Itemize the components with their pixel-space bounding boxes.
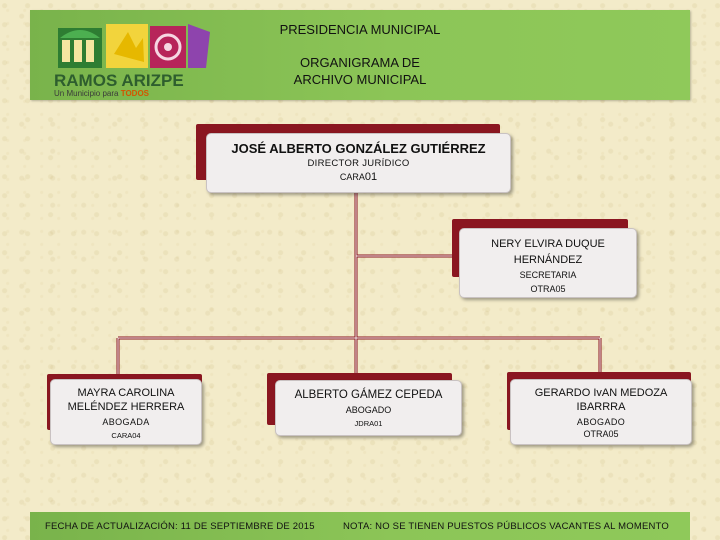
staff-right-name-line2: IBARRRA [576,401,626,413]
staff-left-name-line2: MELÉNDEZ HERRERA [67,401,185,413]
secretary-code: OTRA05 [530,284,566,294]
secretary-role: SECRETARIA [519,270,577,280]
footer-note: NOTA: NO SE TIENEN PUESTOS PÚBLICOS VACANTES AL MOMENTO [343,521,669,532]
director-card [206,133,511,193]
staff-right-name-line1: GERARDO IvAN MEDOZA [534,387,668,399]
director-code: CARA01 [339,171,378,183]
staff-card-right [510,379,692,445]
staff-left-code: CARA04 [111,431,141,440]
header-title: PRESIDENCIA MUNICIPAL [279,22,441,37]
staff-left-name-line1: MAYRA CAROLINA [77,387,175,399]
staff-card-center [275,380,462,436]
secretary-name-line2: HERNÁNDEZ [513,254,583,266]
header-subtitle-line1: ORGANIGRAMA DE [300,55,420,70]
staff-right-role: ABOGADO [576,417,626,427]
staff-card-left [50,379,202,445]
secretary-name-line1: NERY ELVIRA DUQUE [491,238,605,250]
staff-left-role: ABOGADA [102,417,150,427]
director-name: JOSÉ ALBERTO GONZÁLEZ GUTIÉRREZ [231,141,486,156]
staff-center-code: JDRA01 [354,419,383,428]
staff-right-code: OTRA05 [583,429,619,439]
svg-text:RAMOS ARIZPE: RAMOS ARIZPE [54,71,184,90]
director-role: DIRECTOR JURÍDICO [307,158,410,169]
secretary-card [459,228,637,298]
header-subtitle-line2: ARCHIVO MUNICIPAL [293,72,427,87]
footer-banner [30,512,690,540]
staff-center-name: ALBERTO GÁMEZ CEPEDA [294,389,443,401]
svg-text:Un Municipio para TODOS: Un Municipio para TODOS [54,89,150,98]
staff-center-role: ABOGADO [345,405,392,415]
footer-update-date: FECHA DE ACTUALIZACIÓN: 11 DE SEPTIEMBRE DE 2015 [45,521,315,532]
